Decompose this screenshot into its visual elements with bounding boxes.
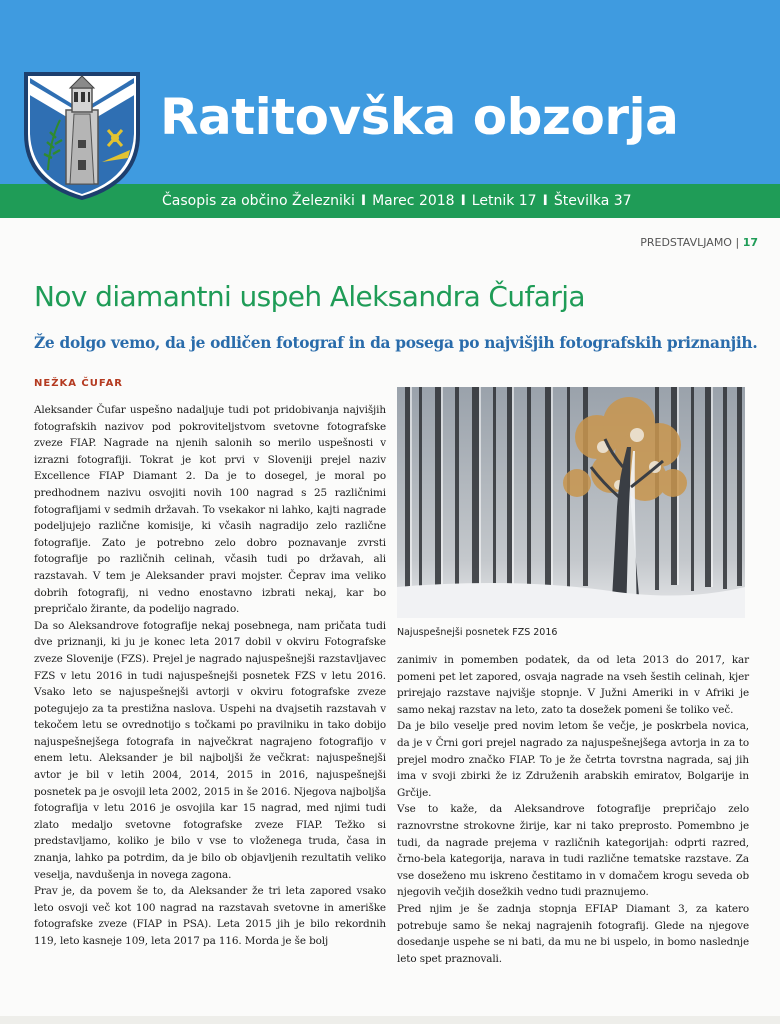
paragraph: zanimiv in pomemben podatek, da od leta 2013 do 2017, kar pomeni pet let zapored, osvaja nagrade na vseh šestih celinah, kjer prirejajo razstave najvišje stopnje. V Južni Ameriki in v Afriki je samo nekaj razstav na leto, zato ta dosežek pomeni še toliko več. xyxy=(397,654,749,716)
paragraph: Aleksander Čufar uspešno nadaljuje tudi pot pridobivanja najvišjih fotografskih nazivov pod pokroviteljstvom svetovne fotografske zveze FIAP. Nagrade na njenih salonih so merilo uspešnosti v izrazni fotografiji. Tokrat je kot prvi v Sloveniji prejel naziv Excellence FIAP Diamant 2. Da je to dosegel, je moral po predhodnem nazivu osvojiti novih 100 nagrad s 25 različnimi fotografijami v sedmih državah. To vsekakor ni lahko, kajti nagrade podeljujejo različne komisije, ki včasih nagradijo zelo različne fotografije. Zato je potrebno zelo dobro poznavanje zvrsti fotografije po različnih celinah, včasih tudi po državah, ali razstavah. V tem je Aleksander pravi mojster. Čeprav ima veliko dobrih fotografij, ni vedno enostavno izbrati nekaj, kar bo prepričalo žirante, da podelijo nagrado. xyxy=(34,404,386,616)
coat-of-arms-icon xyxy=(20,70,144,200)
article-lede: Že dolgo vemo, da je odličen fotograf in da posega po najvišjih fotografskih priznanjih. xyxy=(34,334,758,352)
paragraph: Pred njim je še zadnja stopnja EFIAP Diamant 3, za katero potrebuje samo še nekaj nagrajenih fotografij. Glede na njegove dosedanje uspehe se ni bati, da mu ne bi uspelo, in bomo naslednje leto spet praznovali. xyxy=(397,902,749,965)
masthead-date: Marec 2018 xyxy=(372,193,455,209)
winter-forest-photo xyxy=(397,387,745,618)
paragraph: Prav je, da povem še to, da Aleksander že tri leta zapored vsako leto osvoji več kot 100 nagrad na razstavah svetovne in ameriške fotografske zveze (FIAP in PSA). Leta 2015 jih je bilo rekordnih 119, leto kasneje 109, leta 2017 pa 116. Morda je še bolj xyxy=(34,885,386,947)
masthead-banner xyxy=(0,0,780,218)
paragraph: Vse to kaže, da Aleksandrove fotografije prepričajo zelo raznovrstne strokovne žirije, kar ni tako preprosto. Pomembno je tudi, da nagrade prejema v različnih kategorijah: odprti razred, črno-bela kategorija, narava in tudi različne tematske razstave. Za vse doseženo mu iskreno čestitamo in v domačem krogu seveda ob njegovih večjih dosežkih vedno tudi praznujemo. xyxy=(397,803,749,899)
section-name: PREDSTAVLJAMO xyxy=(640,236,732,249)
section-label xyxy=(640,236,758,249)
article-photo xyxy=(397,387,745,618)
article-column-right xyxy=(397,652,749,967)
masthead-separator: I xyxy=(542,193,548,209)
masthead-issue: Številka 37 xyxy=(553,193,632,209)
masthead-publication: Časopis za občino Železniki xyxy=(162,193,355,209)
paragraph: Da so Aleksandrove fotografije nekaj posebnega, nam pričata tudi dve priznanji, ki ju je konec leta 2017 dobil v okviru Fotografske zveze Slovenije (FZS). Prejel je nagrado najuspešnejši razstavljavec FZS v letu 2016 in tudi najuspešnejši posnetek FZS v letu 2016. Vsako leto se najuspešnejši avtorji v okviru fotografske zveze potegujejo za ta prestižna naslova. Uspehi na dvajsetih razstavah v tekočem letu se ovrednotijo s točkami po pravilniku in tako dobijo najuspešnejšega fotografa in največkrat nagrajeno fotografijo v enem letu. Aleksander je bil najboljši že večkrat: najuspešnejši avtor je bil v letih 2004, 2014, 2015 in 2016, najuspešnejši posnetek pa je osvojil leta 2002, 2015 in še 2016. Njegova najboljša fotografija v letu 2016 je osvojila kar 15 nagrad, med njimi tudi zlato medaljo svetovne fotografske zveze FIAP. Težko si predstavljamo, koliko je bilo v vse to vloženega truda, časa in znanja, lahko pa potrdim, da je bilo ob objavljenih rezultatih veliko veselja, navdušenja in novega zagona. xyxy=(34,619,386,881)
photo-caption: Najuspešnejši posnetek FZS 2016 xyxy=(397,627,558,638)
page-bottom-edge xyxy=(0,1016,780,1024)
masthead-separator: I xyxy=(460,193,466,209)
page-number: 17 xyxy=(742,236,758,249)
paragraph: Da je bilo veselje pred novim letom še večje, je poskrbela novica, da je v Črni gori prejel nagrado za najuspešnejšega avtorja in za to prejel modro značko FIAP. To je že četrta tovrstna nagrada, saj jih ima v svoji zbirki že iz Združenih arabskih emiratov, Bolgarije in Grčije. xyxy=(397,720,749,799)
article-column-left xyxy=(34,402,386,950)
masthead-volume: Letnik 17 xyxy=(471,193,537,209)
section-divider: | xyxy=(735,236,740,249)
article-author: NEŽKA ČUFAR xyxy=(34,378,124,389)
masthead-separator: I xyxy=(360,193,367,209)
masthead-title: Ratitovška obzorja xyxy=(160,88,679,146)
masthead-subline xyxy=(162,193,632,209)
article-title: Nov diamantni uspeh Aleksandra Čufarja xyxy=(34,280,585,313)
